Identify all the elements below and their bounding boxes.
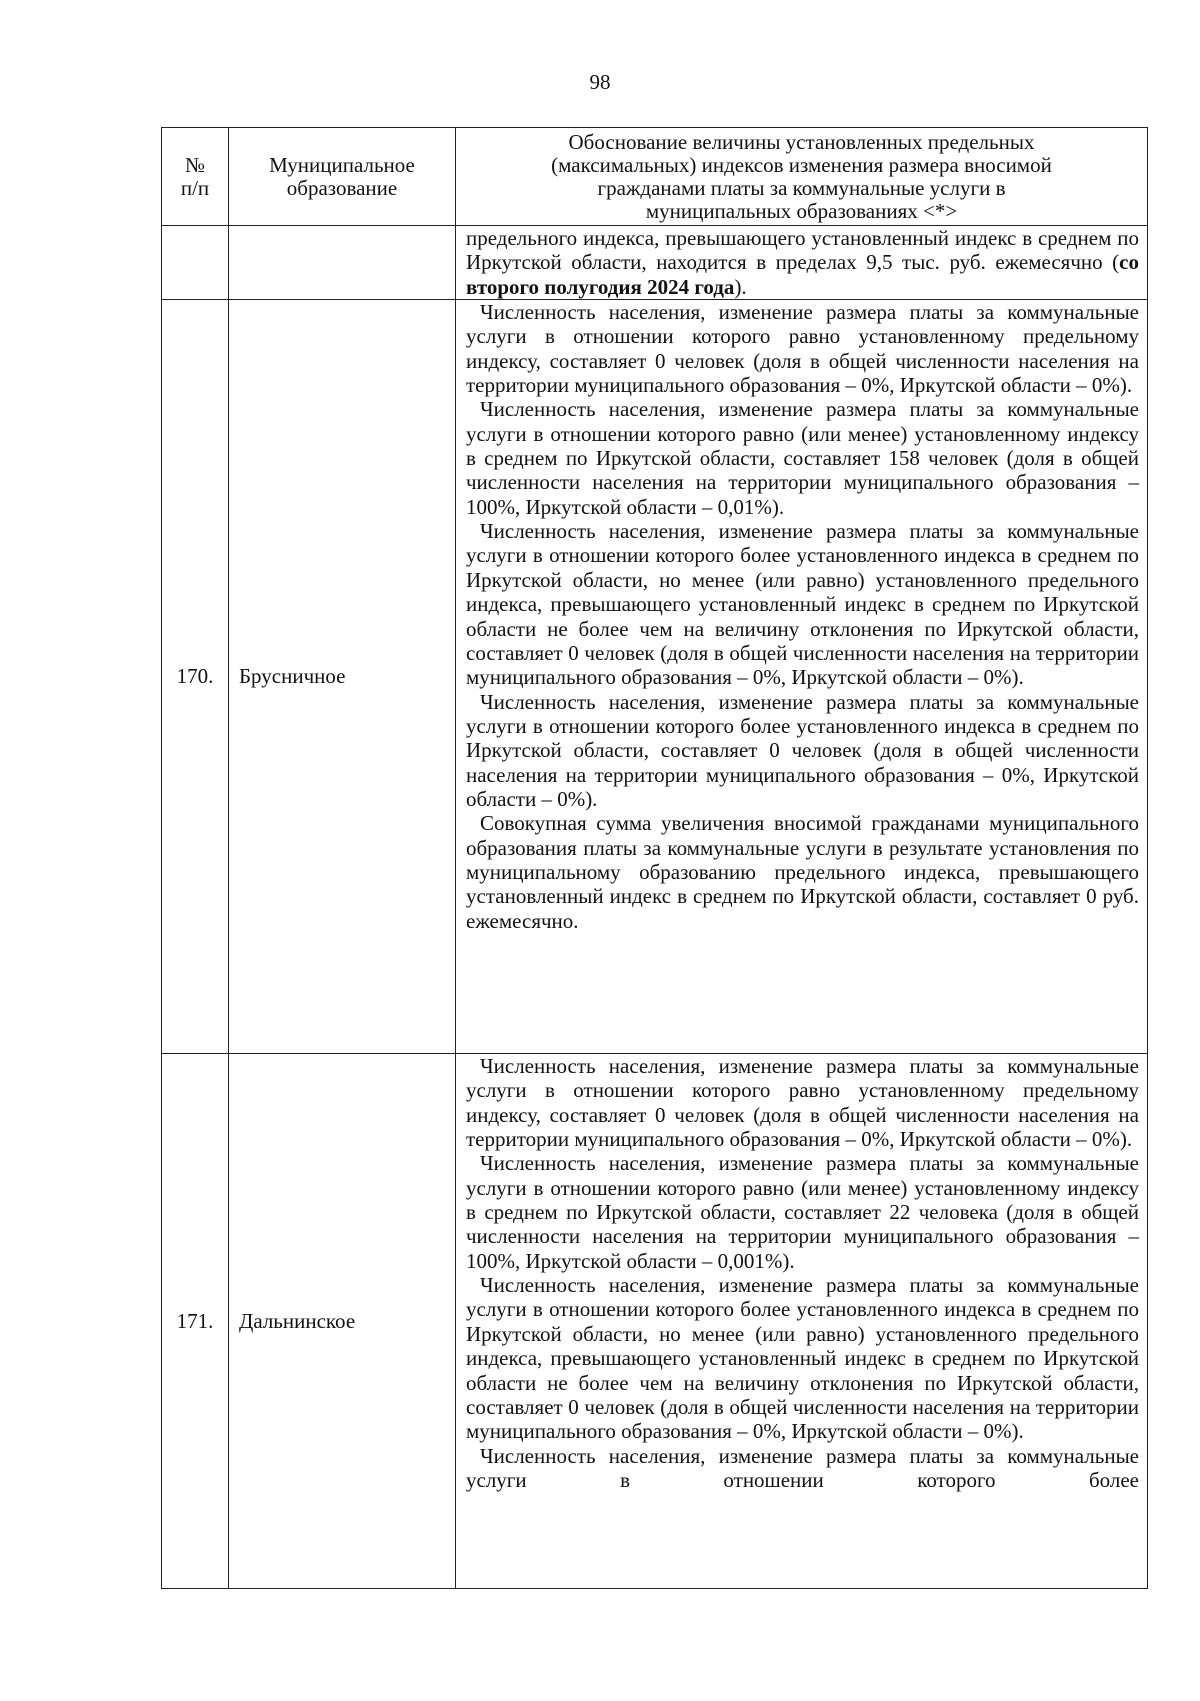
header-justification-text: Обоснование величины установленных предельных (максимальных) индексов изменения размера вносимой гражданами платы за коммунальные услуги в муниципальных образованиях <*> [551,129,1052,223]
header-num [162,128,229,226]
continuation-num-cell [162,226,229,300]
row-num: 171. [162,1054,229,1589]
table-row [162,300,1148,1054]
table-header-row [162,128,1148,226]
justification-paragraph: Численность населения, изменение размера платы за коммунальные услуги в отношении которого более установленного индекса в среднем по Иркутской области, составляет 0 человек (доля в общей численности населения на территории муниципального образования – 0%, Иркутской области – 0%). [466,689,1139,811]
justification-paragraph: Численность населения, изменение размера платы за коммунальные услуги в отношении которого равно установленному предельному индексу, составляет 0 человек (доля в общей численности населения на территории муниципального образования – 0%, Иркутской области – 0%). [466,1054,1139,1152]
row-municipality: Дальнинское [229,1054,456,1589]
continuation-text-end: ). [734,274,747,299]
justification-paragraph: Численность населения, изменение размера платы за коммунальные услуги в отношении которого равно (или менее) установленному индексу в среднем по Иркутской области, составляет 22 человека (доля в общей численности населения на территории муниципального образования – 100%, Иркутской области – 0,001%). [466,1151,1139,1273]
continuation-row [162,226,1148,300]
continuation-paragraph [466,226,1139,299]
row-municipality: Брусничное [229,300,456,1054]
table-row [162,1054,1148,1589]
row-num: 170. [162,300,229,1054]
justification-paragraph: Численность населения, изменение размера платы за коммунальные услуги в отношении которого равно (или менее) установленному индексу в среднем по Иркутской области, составляет 158 человек (доля в общей численности населения на территории муниципального образования – 100%, Иркутской области – 0,01%). [466,397,1139,519]
continuation-text-cell [456,226,1148,300]
row-justification [456,300,1148,1054]
continuation-text: предельного индекса, превышающего установленный индекс в среднем по Иркутской области, находится в пределах 9,5 тыс. руб. ежемесячно ( [466,226,1139,275]
row-justification [456,1054,1148,1589]
justification-paragraph: Численность населения, изменение размера платы за коммунальные услуги в отношении которого более установленного индекса в среднем по Иркутской области, но менее (или равно) установленного предельного индекса, превышающего установленный индекс в среднем по Иркутской области не более чем на величину отклонения по Иркутской области, составляет 0 человек (доля в общей численности населения на территории муниципального образования – 0%, Иркутской области – 0%). [466,1273,1139,1444]
page-number: 98 [589,70,611,94]
municipal-index-table [161,127,1148,1589]
continuation-municipality-cell [229,226,456,300]
justification-paragraph: Совокупная сумма увеличения вносимой гражданами муниципального образования платы за коммунальные услуги в результате установления по муниципальному образованию предельного индекса, превышающего установленный индекс в среднем по Иркутской области, составляет 0 руб. ежемесячно. [466,811,1139,933]
continuation-bold-text: со второго полугодия 2024 года [466,250,1139,299]
justification-paragraph: Численность населения, изменение размера платы за коммунальные услуги в отношении которого более [466,1443,1139,1492]
header-municipality [229,128,456,226]
header-justification [456,128,1148,226]
justification-paragraph: Численность населения, изменение размера платы за коммунальные услуги в отношении которого равно установленному предельному индексу, составляет 0 человек (доля в общей численности населения на территории муниципального образования – 0%, Иркутской области – 0%). [466,300,1139,398]
justification-paragraph: Численность населения, изменение размера платы за коммунальные услуги в отношении которого более установленного индекса в среднем по Иркутской области, но менее (или равно) установленного предельного индекса, превышающего установленный индекс в среднем по Иркутской области не более чем на величину отклонения по Иркутской области, составляет 0 человек (доля в общей численности населения на территории муниципального образования – 0%, Иркутской области – 0%). [466,519,1139,690]
header-num-text: № п/п [180,152,210,200]
header-municipality-text: Муниципальное образование [269,152,415,200]
